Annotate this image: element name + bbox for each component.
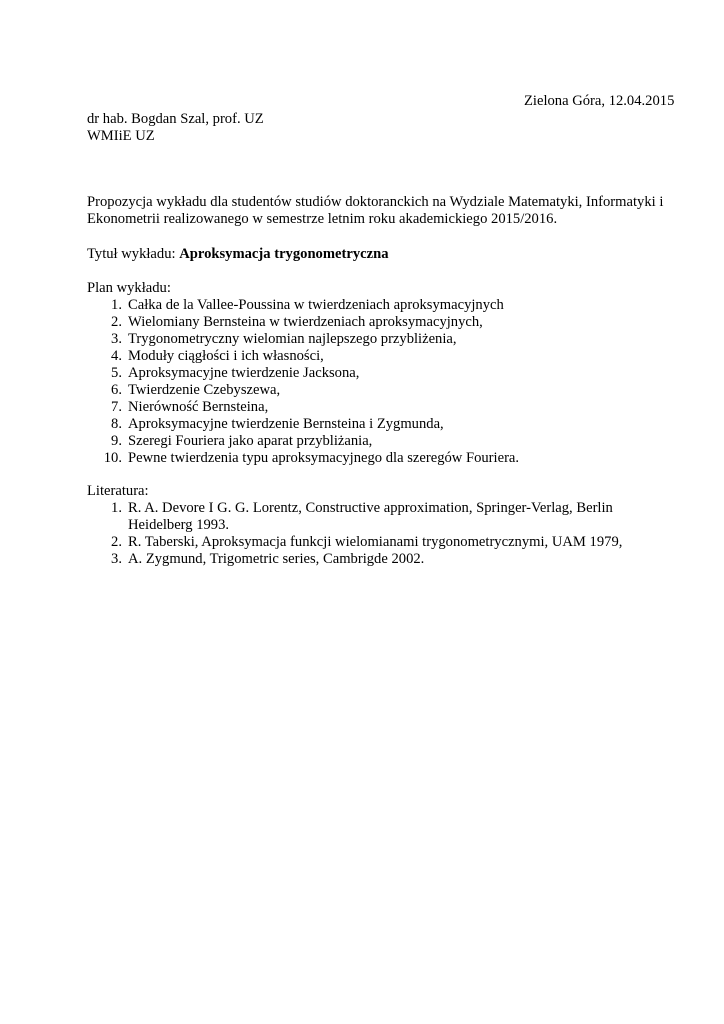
plan-item (87, 399, 687, 416)
plan-item-number: 3. (111, 331, 122, 347)
plan-item (87, 416, 687, 433)
plan-item-text: Trygonometryczny wielomian najlepszego przybliżenia, (128, 331, 457, 347)
literature-section (87, 483, 687, 568)
author-name: dr hab. Bogdan Szal, prof. UZ (87, 111, 264, 127)
literature-item-number: 2. (111, 534, 122, 550)
plan-item-text: Całka de la Vallee-Poussina w twierdzeniach aproksymacyjnych (128, 297, 504, 313)
plan-list (87, 297, 687, 467)
plan-item-number: 5. (111, 365, 122, 381)
literature-item-text: R. Taberski, Aproksymacja funkcji wielomianami trygonometrycznymi, UAM 1979, (128, 534, 623, 550)
literature-heading: Literatura: (87, 483, 149, 499)
literature-item (87, 534, 687, 551)
plan-item (87, 365, 687, 382)
plan-item-number: 10. (103, 450, 122, 466)
literature-item-text: A. Zygmund, Trigometric series, Cambrigde 2002. (128, 551, 425, 567)
plan-item (87, 314, 687, 331)
author-block (87, 111, 647, 145)
intro-line-1: Propozycja wykładu dla studentów studiów doktoranckich na Wydziale Matematyki, Informatyki i (87, 194, 664, 210)
plan-item-text: Aproksymacyjne twierdzenie Jacksona, (128, 365, 360, 381)
plan-item (87, 331, 687, 348)
literature-item (87, 500, 687, 534)
intro-line-2: Ekonometrii realizowanego w semestrze letnim roku akademickiego 2015/2016. (87, 211, 558, 227)
plan-item-number: 9. (111, 433, 122, 449)
plan-item-text: Nierówność Bernsteina, (128, 399, 269, 415)
plan-item (87, 382, 687, 399)
place-date: Zielona Góra, 12.04.2015 (524, 93, 675, 109)
plan-item-number: 4. (111, 348, 122, 364)
literature-item-number: 1. (111, 500, 122, 516)
plan-item (87, 348, 687, 365)
department: WMIiE UZ (87, 128, 155, 144)
plan-item-text: Szeregi Fouriera jako aparat przybliżania, (128, 433, 373, 449)
plan-item-text: Pewne twierdzenia typu aproksymacyjnego dla szeregów Fouriera. (128, 450, 520, 466)
plan-item-text: Moduły ciągłości i ich własności, (128, 348, 324, 364)
lecture-title-value: Aproksymacja trygonometryczna (179, 246, 389, 262)
literature-list (87, 500, 687, 568)
literature-item-text: R. A. Devore I G. G. Lorentz, Constructive approximation, Springer-Verlag, Berlin Heidelberg 1993. (128, 500, 613, 533)
plan-item-number: 1. (111, 297, 122, 313)
plan-item-number: 8. (111, 416, 122, 432)
plan-item-number: 6. (111, 382, 122, 398)
plan-item-text: Twierdzenie Czebyszewa, (128, 382, 281, 398)
plan-item-number: 2. (111, 314, 122, 330)
plan-item (87, 297, 687, 314)
plan-item-text: Wielomiany Bernsteina w twierdzeniach aproksymacyjnych, (128, 314, 483, 330)
plan-item (87, 433, 687, 450)
plan-section (87, 280, 687, 467)
lecture-title (87, 246, 389, 263)
plan-heading: Plan wykładu: (87, 280, 171, 296)
literature-item (87, 551, 687, 568)
plan-item-text: Aproksymacyjne twierdzenie Bernsteina i Zygmunda, (128, 416, 444, 432)
literature-item-number: 3. (111, 551, 122, 567)
plan-item (87, 450, 687, 467)
lecture-title-label: Tytuł wykładu: (87, 246, 180, 262)
plan-item-number: 7. (111, 399, 122, 415)
intro-paragraph (87, 194, 669, 228)
